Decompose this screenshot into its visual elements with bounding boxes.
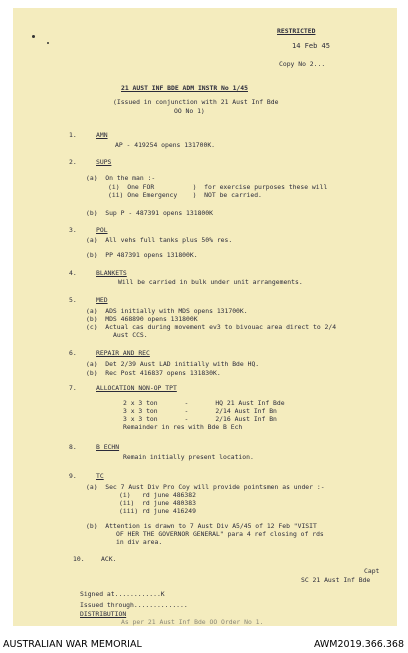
allocation-row: 3 x 3 ton - 2/16 Aust Inf Bn xyxy=(123,415,277,423)
section-number: 5. xyxy=(69,296,77,304)
section-text: (b) Sup P - 487391 opens 131800K xyxy=(86,209,213,217)
section-heading: ACK. xyxy=(101,555,117,563)
section-heading: REPAIR AND REC xyxy=(96,349,150,357)
section-text: (b) Attention is drawn to 7 Aust Div A5/45 of 12 Feb "VISIT xyxy=(86,522,317,530)
section-heading: BLANKETS xyxy=(96,269,127,277)
section-number: 6. xyxy=(69,349,77,357)
section-number: 4. xyxy=(69,269,77,277)
document-subtitle: (Issued in conjunction with 21 Aust Inf Bde xyxy=(113,98,279,106)
section-text: (a) Sec 7 Aust Div Pro Coy will provide pointsmen as under :- xyxy=(86,483,325,491)
section-text: (iii) rd june 416249 xyxy=(119,507,196,515)
section-text: (b) MDS 468890 opens 131800K xyxy=(86,315,198,323)
hole-punch-mark xyxy=(32,35,35,38)
section-text: (i) One FOR ) for exercise purposes these will xyxy=(108,183,328,191)
section-text: Remain initially present location. xyxy=(123,453,254,461)
section-heading: TC xyxy=(96,472,104,480)
section-heading: MED xyxy=(96,296,108,304)
document-title: 21 AUST INF BDE ADM INSTR No 1/45 xyxy=(121,84,248,92)
archive-reference: AWM2019.366.368 xyxy=(313,639,404,650)
copy-number: Copy No 2... xyxy=(279,60,326,68)
section-number: 9. xyxy=(69,472,77,480)
section-text: (a) ADS initially with MDS opens 131700K. xyxy=(86,307,248,315)
document-page xyxy=(13,8,397,626)
section-heading: AMN xyxy=(96,131,108,139)
allocation-row: 3 x 3 ton - 2/14 Aust Inf Bn xyxy=(123,407,277,415)
section-heading: POL xyxy=(96,226,108,234)
section-text: (ii) rd june 480383 xyxy=(119,499,196,507)
classification-stamp: RESTRICTED xyxy=(277,27,316,35)
section-heading: ALLOCATION NON-OP TPT xyxy=(96,384,177,392)
section-text: (i) rd june 486382 xyxy=(119,491,196,499)
signed-at-line: Signed at............K xyxy=(80,590,165,598)
section-text: (b) Rec Post 416837 opens 131830K. xyxy=(86,369,221,377)
signatory-unit: SC 21 Aust Inf Bde xyxy=(301,576,371,584)
section-text: Aust CCS. xyxy=(113,331,148,339)
allocation-row: 2 x 3 ton - HQ 21 Aust Inf Bde xyxy=(123,399,285,407)
section-text: AP - 419254 opens 131700K. xyxy=(115,141,216,149)
section-number: 1. xyxy=(69,131,77,139)
document-subtitle: OO No 1) xyxy=(174,107,205,115)
distribution-heading: DISTRIBUTION xyxy=(80,610,127,618)
section-text: (c) Actual cas during movement ev3 to bivouac area direct to 2/4 xyxy=(86,323,337,331)
section-number: 10. xyxy=(73,555,85,563)
section-text: Will be carried in bulk under unit arrangements. xyxy=(118,278,303,286)
section-text: (a) All vehs full tanks plus 50% res. xyxy=(86,236,233,244)
distribution-text: As per 21 Aust Inf Bde OO Order No 1. xyxy=(121,618,264,626)
section-text: OF HER THE GOVERNOR GENERAL" para 4 ref closing of rds xyxy=(116,530,324,538)
section-text: (ii) One Emergency ) NOT be carried. xyxy=(108,191,262,199)
signatory-rank: Capt xyxy=(364,567,380,575)
section-number: 8. xyxy=(69,443,77,451)
section-heading: B ECHN xyxy=(96,443,120,451)
section-number: 7. xyxy=(69,384,77,392)
section-text: (b) PP 487391 opens 131800K. xyxy=(86,251,198,259)
section-text: in div area. xyxy=(116,538,163,546)
issued-through-line: Issued through.............. xyxy=(80,601,188,609)
section-number: 3. xyxy=(69,226,77,234)
document-date: 14 Feb 45 xyxy=(292,42,330,50)
hole-punch-mark xyxy=(47,42,49,44)
archive-caption-bar xyxy=(0,637,408,653)
section-number: 2. xyxy=(69,158,77,166)
section-text: (a) Det 2/39 Aust LAD initially with Bde HQ. xyxy=(86,360,260,368)
archive-name: AUSTRALIAN WAR MEMORIAL xyxy=(3,639,142,650)
section-text: Remainder in res with Bde B Ech xyxy=(123,423,243,431)
section-heading: SUPS xyxy=(96,158,112,166)
section-text: (a) On the man :- xyxy=(86,174,156,182)
